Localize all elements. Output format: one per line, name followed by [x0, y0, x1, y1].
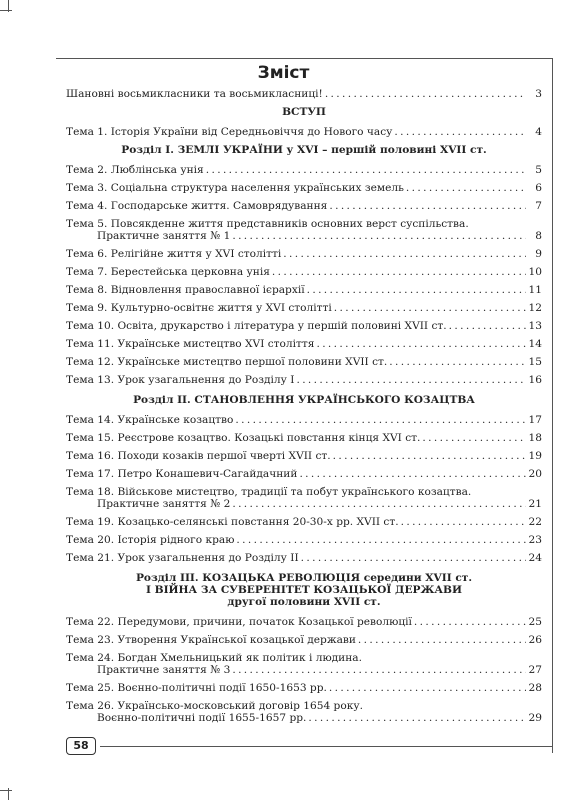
toc-entry[interactable]	[66, 164, 542, 176]
toc-entry-text: Тема 15. Реєстрове козацтво. Козацькі повстання кінця XVI ст.	[66, 432, 421, 444]
toc-entry[interactable]	[66, 284, 542, 296]
leader-dots	[333, 450, 526, 462]
toc-entry-page: 9	[535, 248, 542, 260]
toc-entry-continuation	[66, 664, 542, 676]
leader-dots	[389, 356, 526, 368]
toc-entry-page: 28	[528, 682, 542, 694]
toc-entry[interactable]	[66, 552, 542, 564]
leader-dots	[414, 616, 526, 628]
toc-entry-page: 3	[535, 88, 542, 100]
toc-entry-text: Тема 1. Історія України від Середньовіччя до Нового часу	[66, 126, 393, 138]
toc-entry[interactable]	[66, 534, 542, 546]
leader-dots	[232, 498, 526, 510]
toc-entry[interactable]	[66, 450, 542, 462]
leader-dots	[232, 230, 526, 242]
crop-mark-bottom-left-h	[0, 790, 12, 791]
toc-entry-text: Тема 19. Козацько-селянські повстання 20-30-х рр. XVII ст.	[66, 516, 399, 528]
leader-dots	[406, 182, 526, 194]
toc-entry[interactable]	[66, 126, 542, 138]
toc-entry-text: Тема 17. Петро Конашевич-Сагайдачний	[66, 468, 298, 480]
toc-entry-text: Тема 22. Передумови, причини, початок Козацької революції	[66, 616, 412, 628]
leader-dots	[301, 552, 526, 564]
toc-entry-text-line2: Воєнно-політичні події 1655-1657 рр.	[97, 712, 307, 724]
leader-dots	[272, 266, 526, 278]
section-heading	[66, 572, 542, 608]
toc-entry-page: 19	[528, 450, 542, 462]
crop-mark-top-left-h	[0, 10, 12, 11]
toc-entry-text: Тема 3. Соціальна структура населення українських земель	[66, 182, 404, 194]
toc-entry[interactable]	[66, 248, 542, 260]
toc-entry-page: 26	[528, 634, 542, 646]
leader-dots	[235, 414, 526, 426]
toc-entry-page: 14	[528, 338, 542, 350]
toc-intro-entry[interactable]	[66, 88, 542, 100]
toc-entry-page: 6	[535, 182, 542, 194]
leader-dots	[206, 164, 526, 176]
leader-dots	[299, 468, 526, 480]
toc-entry-page: 12	[528, 302, 542, 314]
toc-entry-page: 23	[528, 534, 542, 546]
leader-dots	[236, 534, 526, 546]
leader-dots	[334, 302, 526, 314]
toc-entry[interactable]	[66, 338, 542, 350]
toc-entry-text: Тема 16. Походи козаків першої чверті XVII ст.	[66, 450, 331, 462]
toc-entry-page: 5	[535, 164, 542, 176]
toc-entry-text: Тема 25. Воєнно-політичні події 1650-1653 рр.	[66, 682, 327, 694]
toc-entry[interactable]	[66, 616, 542, 628]
table-of-contents	[66, 88, 542, 730]
toc-entry[interactable]	[66, 356, 542, 368]
toc-entry-page: 11	[528, 284, 542, 296]
toc-entry-text: Тема 26. Українсько-московський договір 1654 року.	[66, 700, 363, 712]
toc-entry-page: 8	[535, 230, 542, 242]
leader-dots	[358, 634, 526, 646]
toc-entry[interactable]	[66, 516, 542, 528]
toc-entry-continuation	[66, 230, 542, 242]
toc-entry-text: Тема 24. Богдан Хмельницький як політик і людина.	[66, 652, 362, 664]
frame-right-line	[552, 58, 553, 753]
leader-dots	[329, 682, 526, 694]
toc-entry-page: 13	[528, 320, 542, 332]
leader-dots	[422, 432, 526, 444]
toc-entry-text: Тема 14. Українське козацтво	[66, 414, 234, 426]
section-heading-line: другої половини XVII ст.	[227, 596, 381, 608]
toc-entry[interactable]	[66, 218, 542, 242]
section-heading-line: І ВІЙНА ЗА СУВЕРЕНІТЕТ КОЗАЦЬКОЇ ДЕРЖАВИ	[145, 584, 462, 596]
toc-entry-page: 29	[528, 712, 542, 724]
toc-entry-text: Тема 6. Релігійне життя у XVI столітті	[66, 248, 282, 260]
toc-entry-text: Шановні восьмикласники та восьмикласниці!	[66, 88, 323, 100]
section-heading	[66, 144, 542, 156]
vstup-heading: ВСТУП	[282, 106, 326, 118]
frame-top-line	[56, 58, 553, 59]
toc-entry-text-line2: Практичне заняття № 2	[97, 498, 231, 510]
leader-dots	[316, 338, 526, 350]
toc-entry-text: Тема 4. Господарське життя. Самоврядування	[66, 200, 328, 212]
toc-entry-page: 17	[528, 414, 542, 426]
toc-entry-page: 16	[528, 374, 542, 386]
toc-entry-text: Тема 13. Урок узагальнення до Розділу I	[66, 374, 295, 386]
toc-entry[interactable]	[66, 700, 542, 724]
leader-dots	[325, 88, 526, 100]
section-heading	[66, 394, 542, 406]
toc-entry-text: Тема 5. Повсякденне життя представників основних верст суспільства.	[66, 218, 469, 230]
toc-entry[interactable]	[66, 320, 542, 332]
toc-entry[interactable]	[66, 302, 542, 314]
toc-entry-text: Тема 10. Освіта, друкарство і література у першій половині XVII ст.	[66, 320, 447, 332]
toc-entry-page: 25	[528, 616, 542, 628]
toc-entry-page: 10	[528, 266, 542, 278]
toc-entry-continuation	[66, 712, 542, 724]
toc-entry-text: Тема 11. Українське мистецтво XVI століття	[66, 338, 315, 350]
toc-entry[interactable]	[66, 182, 542, 194]
toc-entry-page: 22	[528, 516, 542, 528]
toc-entry[interactable]	[66, 486, 542, 510]
toc-entry-page: 4	[535, 126, 542, 138]
toc-entry-text: Тема 9. Культурно-освітнє життя у XVI столітті	[66, 302, 332, 314]
toc-entry-page: 15	[528, 356, 542, 368]
toc-sections	[66, 144, 542, 724]
toc-entry-text: Тема 21. Урок узагальнення до Розділу II	[66, 552, 299, 564]
leader-dots	[283, 248, 526, 260]
toc-entry-page: 7	[535, 200, 542, 212]
toc-entry[interactable]	[66, 652, 542, 676]
leader-dots	[232, 664, 526, 676]
leader-dots	[329, 200, 526, 212]
toc-entry[interactable]	[66, 634, 542, 646]
leader-dots	[401, 516, 526, 528]
section-heading-line: Розділ III. КОЗАЦЬКА РЕВОЛЮЦІЯ середини XVII ст.	[135, 572, 473, 584]
toc-entry[interactable]	[66, 200, 542, 212]
leader-dots	[307, 284, 526, 296]
leader-dots	[308, 712, 526, 724]
toc-entry[interactable]	[66, 468, 542, 480]
toc-entry-text: Тема 2. Люблінська унія	[66, 164, 204, 176]
page-title: Зміст	[257, 63, 310, 83]
toc-entry[interactable]	[66, 414, 542, 426]
leader-dots	[296, 374, 526, 386]
toc-entry-text: Тема 8. Відновлення православної ієрархії	[66, 284, 305, 296]
toc-entry-text-line2: Практичне заняття № 1	[97, 230, 231, 242]
toc-entry[interactable]	[66, 374, 542, 386]
toc-entry[interactable]	[66, 682, 542, 694]
toc-entry-text: Тема 23. Утворення Української козацької держави	[66, 634, 356, 646]
toc-entry-page: 24	[528, 552, 542, 564]
toc-entry[interactable]	[66, 266, 542, 278]
toc-entry-text: Тема 18. Військове мистецтво, традиції та побут українського козацтва.	[66, 486, 472, 498]
toc-entry-text: Тема 20. Історія рідного краю	[66, 534, 235, 546]
toc-entry-page: 21	[528, 498, 542, 510]
toc-entry-text-line2: Практичне заняття № 3	[97, 664, 231, 676]
toc-entry-continuation	[66, 498, 542, 510]
toc-entry-text: Тема 7. Берестейська церковна унія	[66, 266, 270, 278]
leader-dots	[449, 320, 526, 332]
frame-bottom-line	[100, 746, 552, 747]
toc-entry-page: 27	[528, 664, 542, 676]
section-heading-line: Розділ I. ЗЕМЛІ УКРАЇНИ у XVI – першій половині XVII ст.	[121, 144, 487, 156]
toc-entry-page: 20	[528, 468, 542, 480]
section-heading-line: Розділ II. СТАНОВЛЕННЯ УКРАЇНСЬКОГО КОЗАЦТВА	[133, 394, 475, 406]
toc-entry-page: 18	[528, 432, 542, 444]
toc-entry[interactable]	[66, 432, 542, 444]
page-number-badge: 58	[66, 737, 96, 755]
toc-entry-text: Тема 12. Українське мистецтво першої половини XVII ст.	[66, 356, 388, 368]
leader-dots	[394, 126, 526, 138]
